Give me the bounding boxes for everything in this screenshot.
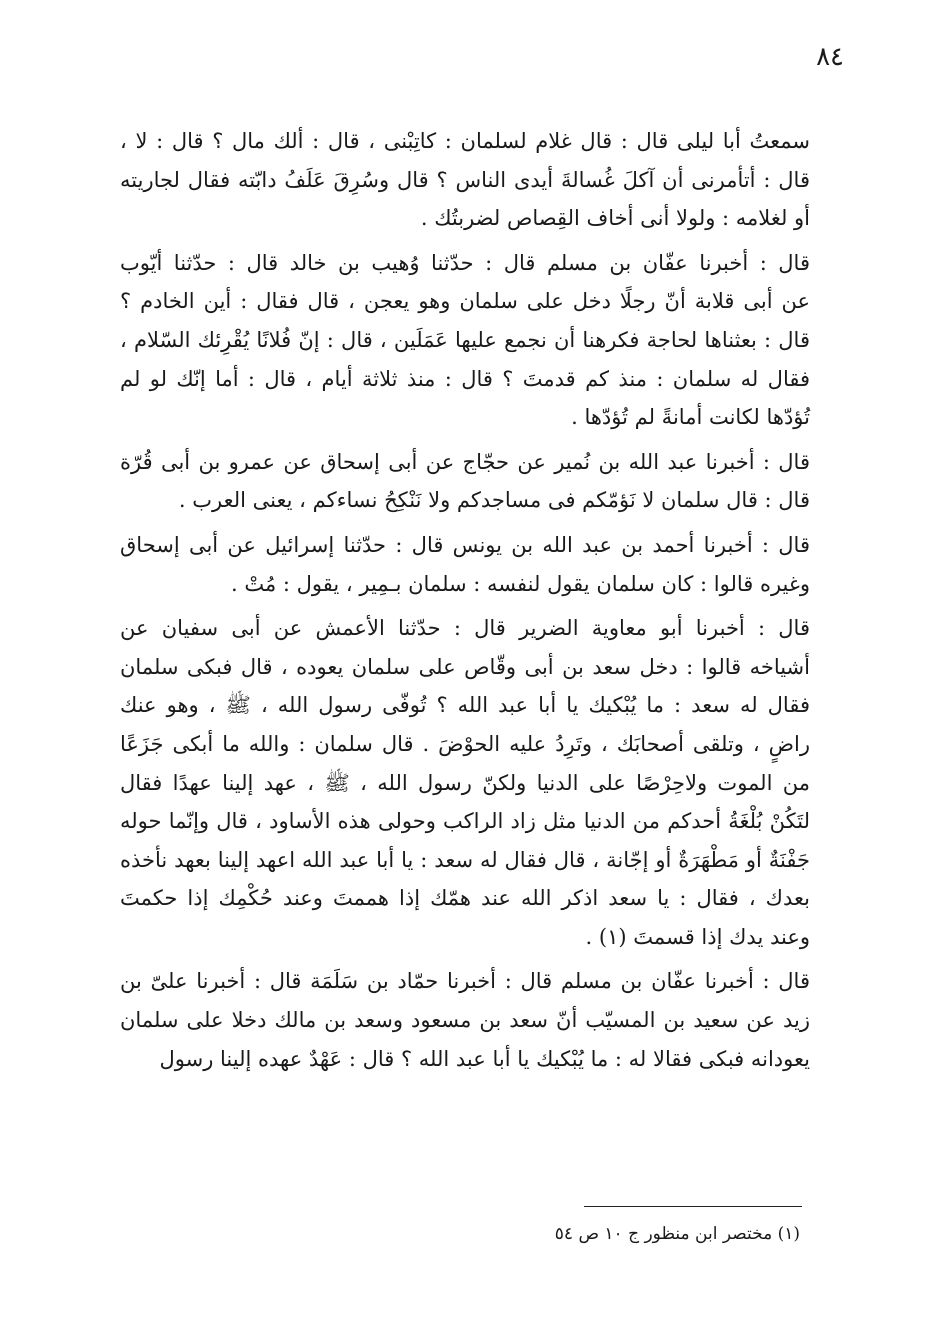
paragraph — [120, 609, 810, 956]
text-line: قال : بعثناها لحاجة فكرهنا أن نجمع عليها عَمَلَين ، قال : إنّ فُلانًا يُقْرِئك السّلام ، — [120, 327, 810, 352]
page-number: ٨٤ — [816, 42, 844, 72]
paragraph — [120, 122, 810, 238]
text-line: من الموت ولاحِرْصًا على الدنيا ولكنّ رسول الله ، ﷺ ، عهد إلينا عهدًا فقال — [120, 770, 810, 795]
text-line: قال : أخبرنا عبد الله بن نُمير عن حجّاج عن أبى إسحاق عن عمرو بن أبى قُرّة — [120, 449, 810, 474]
text-line: وغيره قالوا : كان سلمان يقول لنفسه : سلمان بـمِير ، يقول : مُتْ . — [231, 571, 810, 596]
text-line: لتَكُنْ بُلْغَةُ أحدكم من الدنيا مثل زاد الراكب وحولى هذه الأساود ، قال وإنّما حوله — [120, 809, 810, 834]
text-line: قال : أخبرنا عفّان بن مسلم قال : حدّثنا وُهيب بن خالد قال : حدّثنا أيّوب — [120, 250, 810, 275]
footnote-divider — [584, 1206, 802, 1207]
text-line: قال : أخبرنا أحمد بن عبد الله بن يونس قال : حدّثنا إسرائيل عن أبى إسحاق — [120, 532, 810, 557]
text-line: جَفْنَةٌ أو مَطْهَرَةٌ أو إجّانة ، قال فقال له سعد : يا أبا عبد الله اعهد إلينا بعهد نأخذه — [120, 847, 810, 872]
paragraph — [120, 526, 810, 603]
text-line: يعودانه فبكى فقالا له : ما يُبْكيك يا أبا عبد الله ؟ قال : عَهْدٌ عهده إلينا رسول — [159, 1046, 810, 1071]
text-line: تُؤدّها لكانت أمانةً لم تُؤدّها . — [571, 405, 810, 430]
body-text — [120, 122, 810, 1084]
text-line: عن أبى قلابة أنّ رجلًا دخل على سلمان وهو يعجن ، قال فقال : أين الخادم ؟ — [120, 289, 810, 314]
text-line: قال : أخبرنا أبو معاوية الضرير قال : حدّثنا الأعمش عن أبى سفيان عن — [120, 616, 810, 641]
paragraph — [120, 443, 810, 520]
text-line: فقال له سلمان : منذ كم قدمتَ ؟ قال : منذ ثلاثة أيام ، قال : أما إنّك لو لم — [120, 366, 810, 391]
text-line: قال : أخبرنا عفّان بن مسلم قال : أخبرنا حمّاد بن سَلَمَة قال : أخبرنا علىّ بن — [120, 969, 810, 994]
text-line: سمعتُ أبا ليلى قال : قال غلام لسلمان : كاتِبْنى ، قال : ألك مال ؟ قال : لا ، — [120, 129, 810, 153]
text-line: راضٍ ، وتلقى أصحابَك ، وتَرِدُ عليه الحوْضَ . قال سلمان : والله ما أبكى جَزَعًا — [120, 731, 810, 756]
text-line: قال : أتأمرنى أن آكلَ غُسالةَ أيدى الناس ؟ قال وسُرِقَ عَلَفُ دابّته فقال لجاريته — [120, 167, 810, 192]
text-line: قال : قال سلمان لا نَؤمّكم فى مساجدكم ولا نَنْكِحُ نساءكم ، يعنى العرب . — [178, 488, 810, 513]
text-line: أشياخه قالوا : دخل سعد بن أبى وقّاص على سلمان يعوده ، قال فبكى سلمان — [120, 654, 810, 679]
footnote: (١) مختصر ابن منظور ج ١٠ ص ٥٤ — [554, 1224, 800, 1244]
text-line: بعدك ، فقال : يا سعد اذكر الله عند همّك إذا هممتَ وعند حُكْمِك إذا حكمتَ — [120, 886, 810, 911]
text-line: وعند يدك إذا قسمتَ (١) . — [585, 924, 810, 949]
text-line: أو لغلامه : ولولا أنى أخاف القِصاص لضربتُك . — [420, 206, 810, 231]
paragraph — [120, 962, 810, 1078]
text-line: فقال له سعد : ما يُبْكيك يا أبا عبد الله ؟ تُوفّى رسول الله ، ﷺ ، وهو عنك — [120, 693, 810, 718]
text-line: زيد عن سعيد بن المسيّب أنّ سعد بن مسعود وسعد بن مالك دخلا على سلمان — [120, 1008, 810, 1033]
paragraph — [120, 244, 810, 437]
